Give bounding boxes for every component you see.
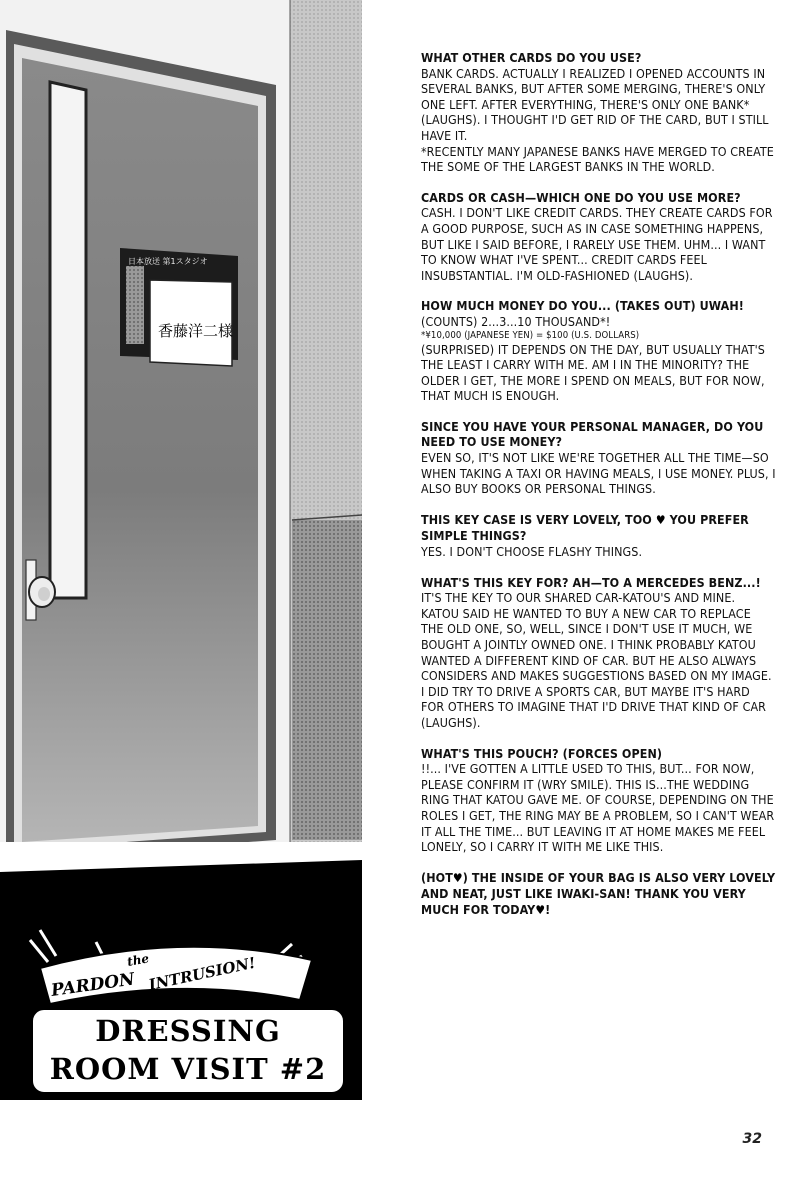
interview-text (421, 50, 776, 934)
qa-item (421, 512, 776, 560)
question: SINCE YOU HAVE YOUR PERSONAL MANAGER, DO YOU NEED TO USE MONEY? (421, 418, 764, 450)
heart-icon: ♥ (535, 902, 546, 917)
banner-intrusion: INTRUSION! (147, 953, 258, 994)
qa-item (421, 298, 776, 404)
answer: BANK CARDS. ACTUALLY I REALIZED I OPENED ACCOUNTS IN SEVERAL BANKS, BUT AFTER SOME MERGING, THERE'S ONLY ONE LEFT. AFTER EVERYTHING, THERE'S ONLY ONE BANK* (LAUGHS). I THOUGHT I'D GET RID OF THE CARD, BUT I STILL HAVE IT. (421, 65, 769, 143)
heart-icon: ♥ (452, 870, 463, 885)
question-part: (HOT (421, 869, 453, 885)
sign-name: 香藤洋二様 (158, 322, 234, 340)
title-line-2: ROOM VISIT #2 (49, 1052, 327, 1086)
door-illustration (0, 0, 362, 1100)
sign-header: 日本放送 第1スタジオ (128, 257, 208, 266)
qa-item (421, 575, 776, 731)
question: WHAT'S THIS POUCH? (FORCES OPEN) (421, 745, 663, 761)
wainscot (292, 520, 362, 840)
answer: IT'S THE KEY TO OUR SHARED CAR-KATOU'S AND MINE. KATOU SAID HE WANTED TO BUY A NEW CAR TO REPLACE THE OLD ONE, SO, WELL, SINCE I DON'T USE IT MUCH, WE BOUGHT A JOINTLY OWNED ONE. I THINK PROBABLY KATOU WANTED A DIFFERENT KIND OF CAR. BUT HE ALSO ALWAYS CONSIDERS AND MAKES SUGGESTIONS BASED ON MY IMAGE. I DID TRY TO DRIVE A SPORTS CAR, BUT MAYBE IT'S HARD FOR OTHERS TO IMAGINE THAT I'D DRIVE THAT KIND OF CAR (LAUGHS). (421, 590, 772, 730)
page-number: 32 (742, 1131, 762, 1147)
answer: YES. I DON'T CHOOSE FLASHY THINGS. (421, 544, 643, 560)
heart-icon: ♥ (655, 512, 666, 527)
qa-item (421, 746, 776, 855)
answer: (SURPRISED) IT DEPENDS ON THE DAY, BUT USUALLY THAT'S THE LEAST I CARRY WITH ME. AM I IN THE MINORITY? THE OLDER I GET, THE MORE I SPEND ON MEALS, BUT FOR NOW, THAT MUCH IS ENOUGH. (421, 341, 765, 404)
title-panel (30, 1007, 346, 1095)
question-part: YOU PREFER SIMPLE THINGS? (421, 511, 749, 544)
question-part: ! (545, 901, 551, 917)
question (421, 870, 776, 919)
question: HOW MUCH MONEY DO YOU... (TAKES OUT) UWAH! (421, 298, 744, 314)
question-part: ) THE INSIDE OF YOUR BAG IS ALSO VERY LOVELY AND NEAT, JUST LIKE IWAKI-SAN! THANK YOU VERY MUCH FOR TODAY (421, 869, 776, 917)
answer: EVEN SO, IT'S NOT LIKE WE'RE TOGETHER ALL THE TIME—SO WHEN TAKING A TAXI OR HAVING MEALS, I USE MONEY. PLUS, I ALSO BUY BOOKS OR PERSONAL THINGS. (421, 450, 776, 497)
footnote: *RECENTLY MANY JAPANESE BANKS HAVE MERGED TO CREATE THE SOME OF THE LARGEST BANKS IN THE WORLD. (421, 143, 774, 175)
qa-item (421, 870, 776, 919)
name-sign (120, 248, 238, 366)
footnote: *¥10,000 (JAPANESE YEN) = $100 (U.S. DOLLARS) (421, 329, 640, 341)
banner-pardon: PARDON (49, 969, 136, 1001)
question: WHAT'S THIS KEY FOR? AH—TO A MERCEDES BENZ...! (421, 574, 761, 590)
title-line-1: DRESSING (95, 1014, 281, 1048)
answer: CASH. I DON'T LIKE CREDIT CARDS. THEY CREATE CARDS FOR A GOOD PURPOSE, SUCH AS IN CASE SOMETHING HAPPENS, BUT LIKE I SAID BEFORE, I RARELY USE THEM. UHM... I WANT TO KNOW WHAT I'VE SPENT... CREDIT CARDS FEEL INSUBSTANTIAL. I'M OLD-FASHIONED (LAUGHS). (421, 205, 773, 283)
question: WHAT OTHER CARDS DO YOU USE? (421, 50, 642, 65)
qa-item (421, 50, 776, 175)
question (421, 512, 776, 544)
answer: !!... I'VE GOTTEN A LITTLE USED TO THIS, BUT... FOR NOW, PLEASE CONFIRM IT (WRY SMILE). THIS IS...THE WEDDING RING THAT KATOU GAVE ME. OF COURSE, DEPENDING ON THE ROLES I GET, THE RING MAY BE A PROBLEM, SO I CAN'T WEAR IT ALL THE TIME... BUT LEAVING IT AT HOME MAKES ME FEEL LONELY, SO I CARRY IT WITH ME LIKE THIS. (421, 761, 775, 855)
qa-item (421, 419, 776, 497)
question-part: THIS KEY CASE IS VERY LOVELY, TOO (421, 511, 652, 527)
door-window (50, 82, 86, 598)
answer-count: (COUNTS) 2...3...10 THOUSAND*! (421, 313, 611, 329)
qa-item (421, 190, 776, 284)
banner-the: the (126, 951, 151, 969)
question: CARDS OR CASH—WHICH ONE DO YOU USE MORE? (421, 189, 741, 205)
